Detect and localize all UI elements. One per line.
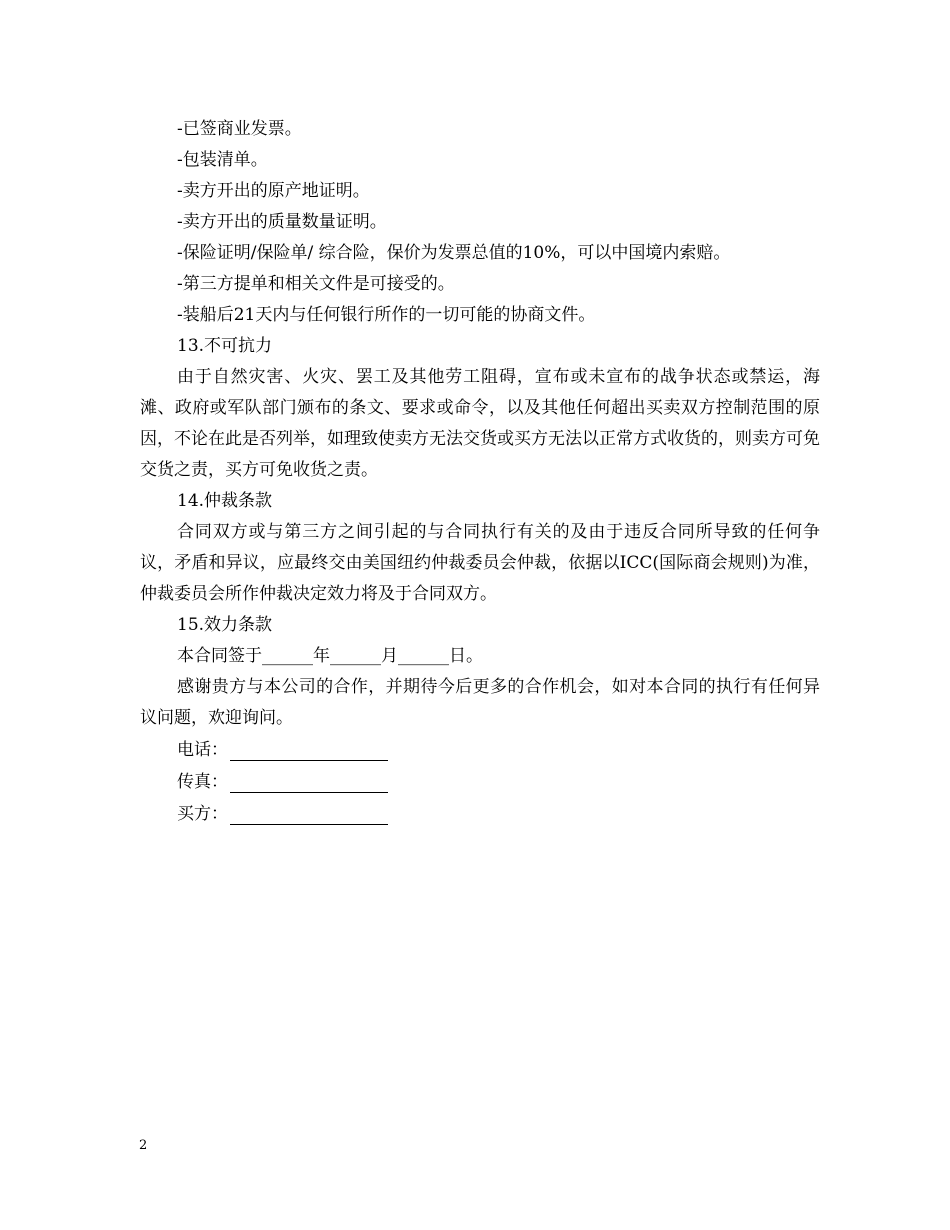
buyer-blank	[230, 804, 388, 825]
force-majeure-paragraph: 由于自然灾害、火灾、罢工及其他劳工阻碍，宣布或未宣布的战争状态或禁运，海滩、政府或军队部门颁布的条文、要求或命令，以及其他任何超出买卖双方控制范围的原因，不论在此是否列举，如理致使卖方无法交货或买方无法以正常方式收货的，则卖方可免交货之责，买方可免收货之责。	[140, 367, 820, 480]
document-body	[140, 114, 820, 830]
page-number: 2	[139, 1138, 148, 1153]
buyer-label: 买方：	[177, 804, 228, 824]
list-item: -卖方开出的原产地证明。	[177, 181, 370, 201]
list-item: -已签商业发票。	[177, 119, 302, 139]
phone-label: 电话：	[177, 740, 228, 760]
list-item: -卖方开出的质量数量证明。	[177, 212, 387, 232]
fax-row	[140, 766, 820, 798]
list-item: -第三方提单和相关文件是可接受的。	[177, 274, 455, 294]
list-item: -包装清单。	[177, 150, 268, 170]
signing-date-line: 本合同签于______年______月______日。	[177, 646, 483, 666]
thanks-paragraph: 感谢贵方与本公司的合作，并期待今后更多的合作机会，如对本合同的执行有任何异议问题，欢迎询问。	[140, 677, 820, 728]
fax-blank	[230, 772, 388, 793]
list-item: -保险证明/保险单/ 综合险，保价为发票总值的10%，可以中国境内索赔。	[177, 243, 731, 263]
section-heading-force-majeure: 13.不可抗力	[177, 336, 273, 356]
list-item: -装船后21天内与任何银行所作的一切可能的协商文件。	[177, 305, 596, 325]
phone-row	[140, 734, 820, 766]
fax-label: 传真：	[177, 772, 228, 792]
section-heading-arbitration: 14.仲裁条款	[177, 491, 273, 511]
section-heading-effectiveness: 15.效力条款	[177, 615, 273, 635]
arbitration-paragraph: 合同双方或与第三方之间引起的与合同执行有关的及由于违反合同所导致的任何争议，矛盾和异议，应最终交由美国纽约仲裁委员会仲裁，依据以ICC(国际商会规则)为准，仲裁委员会所作仲裁决定效力将及于合同双方。	[140, 522, 820, 604]
phone-blank	[230, 740, 388, 761]
buyer-row	[140, 798, 820, 830]
